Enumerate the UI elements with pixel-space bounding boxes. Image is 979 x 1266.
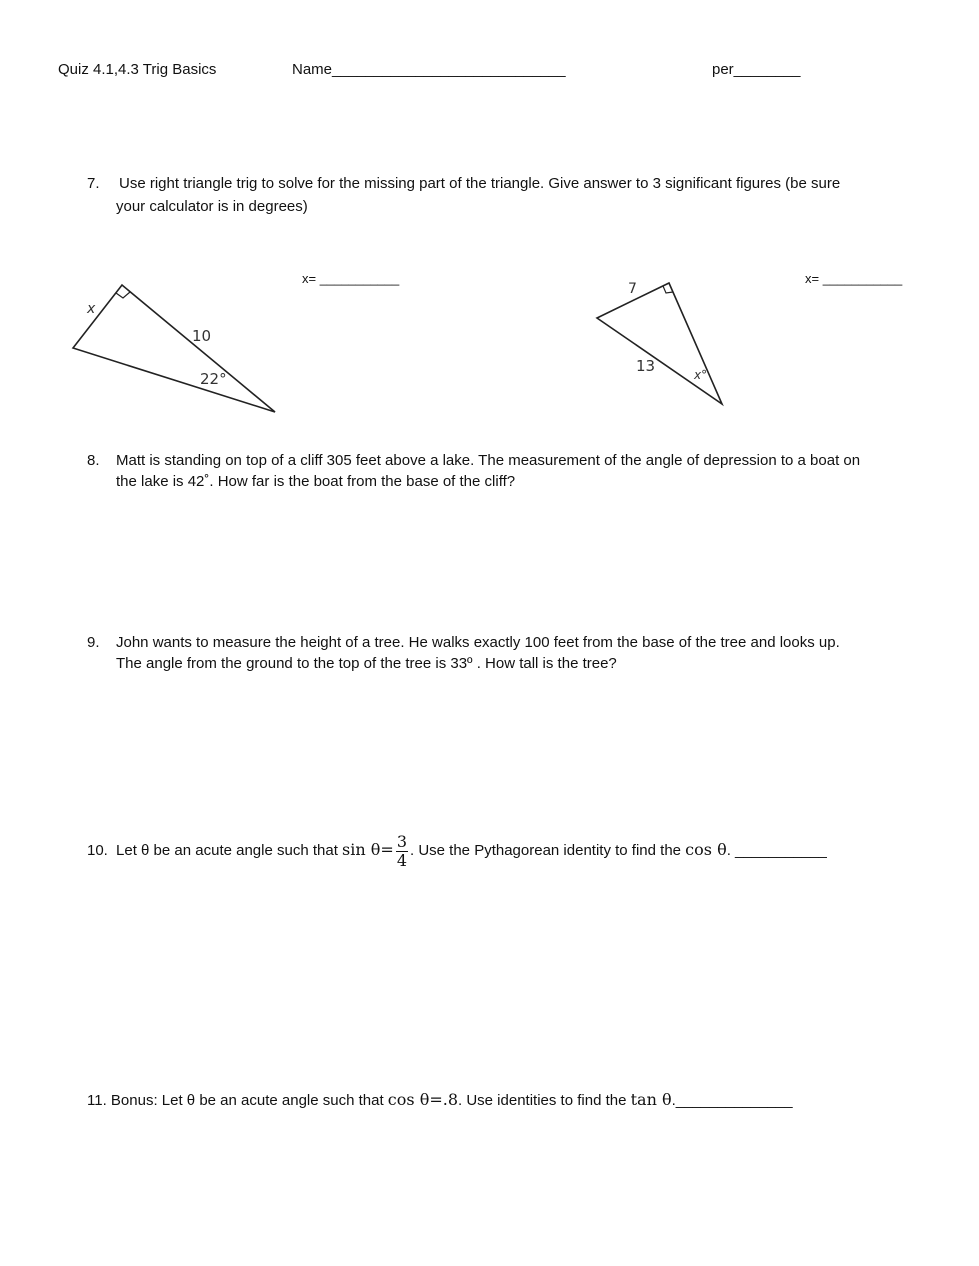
question-7: [87, 173, 947, 219]
question-number: 9.: [87, 634, 100, 651]
question-9: [87, 632, 947, 678]
question-text-line1: John wants to measure the height of a tree. He walks exactly 100 feet from the base of the tree and looks up.: [116, 634, 840, 651]
question-number: 7.: [87, 175, 100, 192]
triangle-2-figure: [590, 275, 740, 410]
tan-theta-expression: tan θ: [630, 1090, 672, 1109]
question-number: 10.: [87, 842, 108, 859]
triangle-1-figure: [60, 275, 290, 420]
fraction-three-quarters: [396, 831, 408, 870]
question-10: [87, 828, 827, 873]
question-11: [87, 1089, 793, 1112]
fraction-denominator: 4: [396, 850, 407, 870]
side-x-label: x: [87, 301, 96, 317]
answer-blank[interactable]: .______________: [671, 1092, 793, 1109]
angle-label: 22°: [200, 370, 227, 388]
name-field[interactable]: Name____________________________: [292, 61, 566, 78]
leg-label: 7: [628, 281, 637, 297]
question-text-line2: your calculator is in degrees): [116, 198, 308, 215]
answer-blank-1[interactable]: x= ___________: [302, 271, 400, 286]
answer-blank-2[interactable]: x= ___________: [805, 271, 903, 286]
cos-theta-expression: cos θ=.8: [387, 1090, 458, 1109]
hypotenuse-label: 13: [636, 357, 656, 375]
question-text: Bonus: Let θ be an acute angle such that: [110, 1092, 388, 1109]
period-field[interactable]: per________: [712, 61, 801, 78]
question-number: 8.: [87, 452, 100, 469]
hypotenuse-label: 10: [192, 327, 212, 345]
sin-theta-expression: sin θ=: [342, 840, 394, 859]
question-text-line2: The angle from the ground to the top of the tree is 33º . How tall is the tree?: [116, 655, 617, 672]
quiz-title: Quiz 4.1,4.3 Trig Basics: [58, 61, 217, 78]
angle-label: x°: [694, 368, 708, 382]
question-text-line1: Use right triangle trig to solve for the missing part of the triangle. Give answer to 3 significant figures (be sure: [119, 175, 841, 192]
question-text: Let θ be an acute angle such that: [116, 842, 343, 859]
question-text-line2: the lake is 42˚. How far is the boat from the base of the cliff?: [116, 473, 516, 490]
fraction-numerator: 3: [396, 831, 407, 851]
answer-blank[interactable]: . ___________: [726, 842, 827, 859]
cos-theta-expression: cos θ: [685, 840, 727, 859]
question-8: [87, 450, 947, 496]
triangle-1-outline: [73, 285, 275, 412]
question-text-line1: Matt is standing on top of a cliff 305 feet above a lake. The measurement of the angle of depression to a boat on: [116, 452, 861, 469]
question-text-continued: . Use the Pythagorean identity to find the: [410, 842, 686, 859]
question-text-continued: . Use identities to find the: [458, 1092, 631, 1109]
question-number: 11.: [87, 1092, 107, 1109]
right-angle-mark: [116, 292, 130, 298]
triangle-2-outline: [597, 283, 722, 404]
